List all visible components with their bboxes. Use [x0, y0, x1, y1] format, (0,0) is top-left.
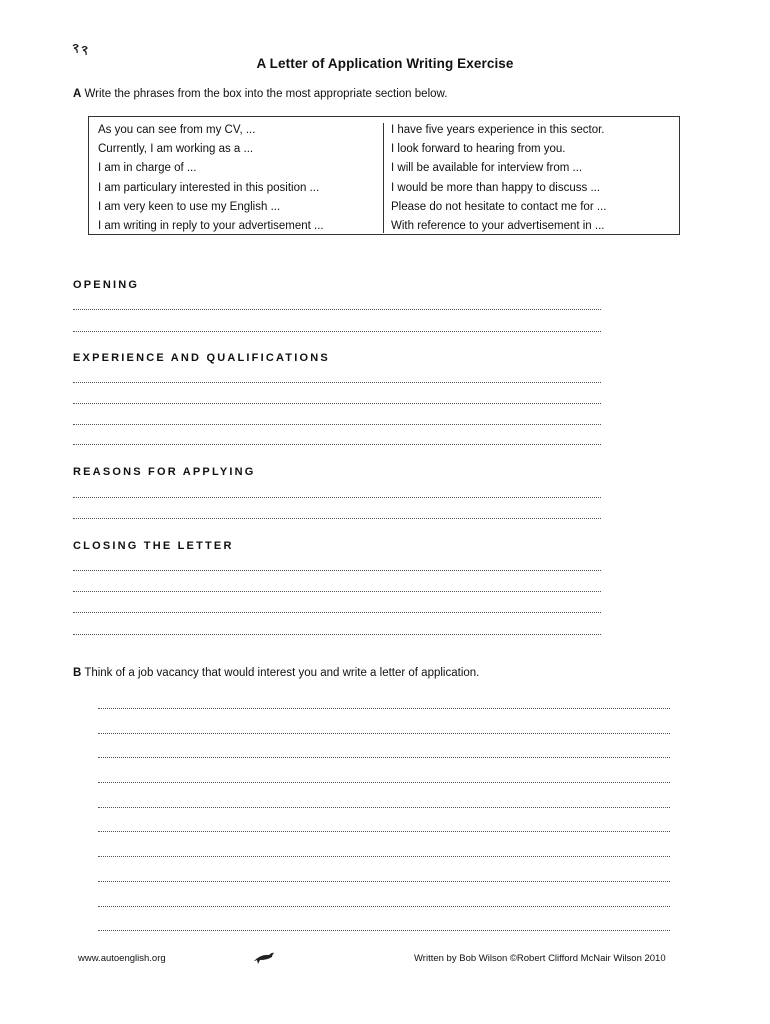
answer-line[interactable] — [73, 444, 601, 445]
heading-opening: OPENING — [73, 279, 140, 291]
answer-line[interactable] — [73, 570, 601, 571]
phrase-item: Currently, I am working as a ... — [98, 143, 254, 156]
answer-line[interactable] — [73, 634, 601, 635]
heading-closing: CLOSING THE LETTER — [73, 540, 234, 552]
instruction-a-text: Write the phrases from the box into the most appropriate section below. — [84, 88, 448, 100]
letter-line[interactable] — [98, 757, 670, 758]
phrase-box-divider — [383, 123, 384, 233]
heading-experience: EXPERIENCE AND QUALIFICATIONS — [73, 352, 330, 364]
instruction-b — [73, 667, 479, 679]
phrase-item: I am particulary interested in this position ... — [98, 181, 320, 194]
heading-reasons: REASONS FOR APPLYING — [73, 466, 256, 478]
instruction-b-label: B — [73, 667, 82, 679]
answer-line[interactable] — [73, 331, 601, 332]
letter-line[interactable] — [98, 831, 670, 832]
footer-credit: Written by Bob Wilson ©Robert Clifford McNair Wilson 2010 — [414, 953, 666, 964]
letter-line[interactable] — [98, 906, 670, 907]
phrase-item: I am very keen to use my English ... — [98, 200, 281, 213]
phrase-box — [88, 116, 680, 235]
answer-line[interactable] — [73, 382, 601, 383]
phrase-item: Please do not hesitate to contact me for ... — [391, 200, 607, 213]
phrase-item: With reference to your advertisement in ... — [391, 219, 605, 232]
instruction-a-label: A — [73, 88, 82, 100]
dolphin-logo-icon — [252, 949, 276, 967]
phrase-item: I am in charge of ... — [98, 162, 197, 175]
answer-line[interactable] — [73, 403, 601, 404]
letter-line[interactable] — [98, 708, 670, 709]
answer-line[interactable] — [73, 518, 601, 519]
phrase-item: I would be more than happy to discuss ... — [391, 181, 601, 194]
instruction-a — [73, 88, 447, 100]
letter-line[interactable] — [98, 807, 670, 808]
phrase-item: I am writing in reply to your advertisement ... — [98, 219, 324, 232]
answer-line[interactable] — [73, 591, 601, 592]
phrase-item: As you can see from my CV, ... — [98, 124, 256, 136]
phrase-column-left — [98, 121, 324, 236]
footer-website[interactable]: www.autoenglish.org — [78, 953, 166, 964]
phrase-item: I will be available for interview from ... — [391, 162, 583, 175]
phrase-column-right — [391, 121, 606, 236]
letter-line[interactable] — [98, 782, 670, 783]
letter-line[interactable] — [98, 930, 670, 931]
letter-line[interactable] — [98, 856, 670, 857]
page-title: A Letter of Application Writing Exercise — [256, 56, 514, 71]
instruction-b-text: Think of a job vacancy that would interest you and write a letter of application. — [84, 667, 480, 679]
answer-line[interactable] — [73, 497, 601, 498]
answer-line[interactable] — [73, 309, 601, 310]
letter-line[interactable] — [98, 733, 670, 734]
letter-line[interactable] — [98, 881, 670, 882]
phrase-item: I have five years experience in this sector. — [391, 124, 605, 136]
phrase-item: I look forward to hearing from you. — [391, 143, 566, 156]
answer-line[interactable] — [73, 612, 601, 613]
answer-line[interactable] — [73, 424, 601, 425]
